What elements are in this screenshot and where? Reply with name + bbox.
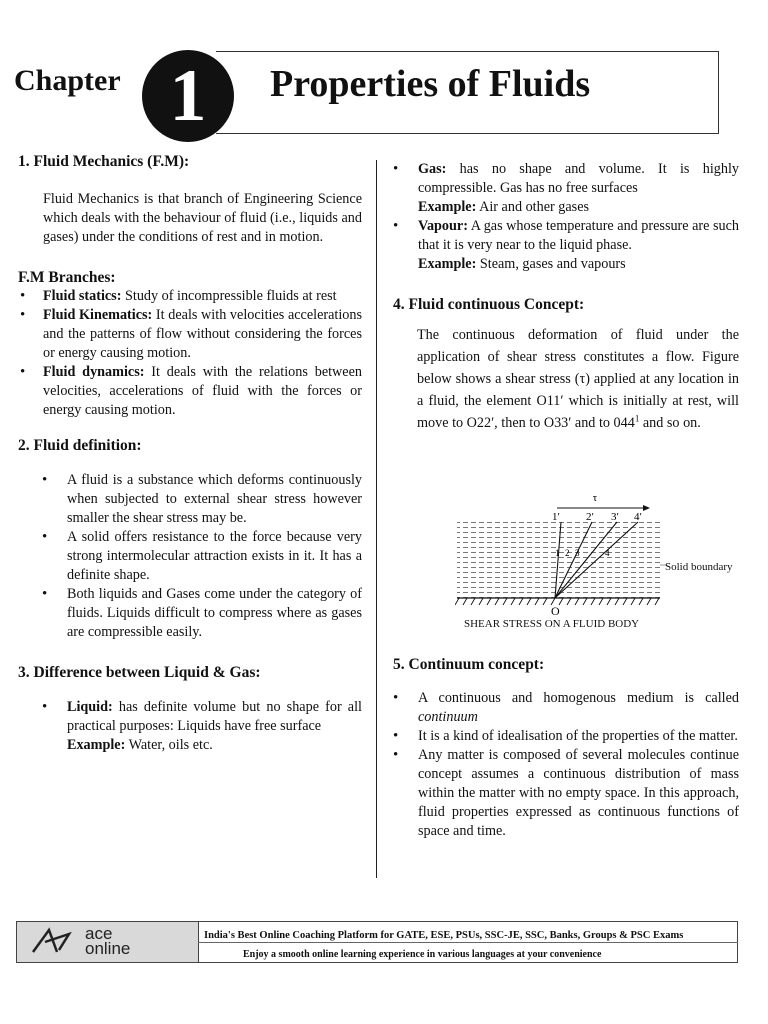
example-label: Example: — [67, 737, 126, 753]
continuum-text: Any matter is composed of several molecules continue concept assumes a continuous distribution of mass within the matter with no empty space. In this approach, fluid properties expressed as continuous functions of space and time. — [418, 747, 739, 839]
page-title: Properties of Fluids — [270, 63, 591, 105]
branch-text: Study of incompressible fluids at rest — [121, 288, 337, 304]
gas-term: Gas: — [418, 161, 447, 177]
continuum-list — [369, 689, 739, 841]
branches-list — [18, 287, 362, 420]
chapter-label: Chapter — [14, 64, 121, 97]
list-item: • Vapour: A gas whose temperature and pressure are such that it is very near to the liquid phase. Example: Steam, gases and vapours — [393, 218, 739, 272]
shear-arrow-head — [643, 505, 650, 511]
origin-label: O — [551, 604, 560, 618]
label-2-prime: 2′ — [586, 511, 594, 523]
solid-boundary-label: Solid boundary — [665, 561, 733, 573]
section-heading-branches: F.M Branches: — [18, 269, 116, 286]
continuum-section — [393, 655, 739, 841]
continuum-text: It is a kind of idealisation of the properties of the matter. — [418, 728, 738, 744]
list-item: • Fluid dynamics: It deals with the relations between velocities, accelerations of fluid with the forces or energy causing motion. — [20, 364, 362, 418]
example-label: Example: — [418, 256, 477, 272]
branch-term: Fluid dynamics: — [43, 364, 145, 380]
diagram-caption: SHEAR STRESS ON A FLUID BODY — [464, 618, 640, 630]
right-column — [393, 160, 739, 434]
footer-tagline-2: Enjoy a smooth online learning experience in various languages at your convenience — [243, 949, 602, 960]
liquid-term: Liquid: — [67, 699, 113, 715]
list-item: • Both liquids and Gases come under the category of fluids. Liquids difficult to compress where as gases are compressible easily. — [42, 586, 362, 640]
vapour-term: Vapour: — [418, 218, 468, 234]
example-text: Steam, gases and vapours — [476, 256, 626, 272]
continuous-text: The continuous deformation of fluid under the application of shear stress constitutes a flow. Figure below shows a shear stress (τ) applied at any location in a fluid, the element O11′ which is initially at rest, will move to O22′, then to O33′ and to 044 — [417, 327, 739, 431]
example-label: Example: — [418, 199, 477, 215]
superscript: 1 — [634, 413, 640, 424]
label-2: 2 — [565, 548, 570, 558]
section-heading-fluid-mechanics: 1. Fluid Mechanics (F.M): — [18, 153, 190, 170]
list-item: • Fluid statics: Study of incompressible fluids at rest — [20, 288, 337, 304]
definition-text: Both liquids and Gases come under the category of fluids. Liquids difficult to compress where as gases are compressible easily. — [67, 586, 362, 640]
ace-online-logo — [17, 922, 199, 962]
section-heading-liquid-gas: 3. Difference between Liquid & Gas: — [18, 664, 261, 681]
chapter-number-badge: 1 — [142, 50, 234, 142]
definition-text: A solid offers resistance to the force because very strong intermolecular attraction exists in it. It has a definite shape. — [67, 529, 362, 583]
liquid-text: has definite volume but no shape for all practical purposes: Liquids have free surface — [67, 699, 362, 734]
example-text: Air and other gases — [476, 199, 590, 215]
example-text: Water, oils etc. — [125, 737, 213, 753]
list-item: • A solid offers resistance to the force because very strong intermolecular attraction exists in it. It has a definite shape. — [42, 529, 362, 583]
label-4-prime: 4′ — [634, 511, 642, 523]
list-item: • It is a kind of idealisation of the properties of the matter. — [393, 728, 738, 744]
list-item: • A continuous and homogenous medium is called continuum — [393, 690, 739, 725]
logo-wordmark — [85, 926, 130, 956]
branch-text: It deals with the relations between velocities, accelerations of fluid with the forces or energy causing motion. — [43, 364, 362, 418]
branch-text: It deals with velocities accelerations and the patterns of flow without considering the forces or energy causing motion. — [43, 307, 362, 361]
branch-term: Fluid statics: — [43, 288, 122, 304]
continuum-text: A continuous and homogenous medium is called — [418, 690, 739, 706]
left-column — [18, 152, 362, 755]
footer-divider — [198, 942, 738, 943]
footer-tagline-1: India's Best Online Coaching Platform for GATE, ESE, PSUs, SSC-JE, SSC, Banks, Groups & PSC Exams — [204, 930, 684, 941]
list-item: • Gas: has no shape and volume. It is highly compressible. Gas has no free surfaces Example: Air and other gases — [393, 161, 739, 215]
logo-line-2: online — [85, 939, 131, 958]
tau-label: τ — [592, 492, 598, 504]
label-1: 1 — [555, 548, 560, 558]
continuum-em: continuum — [418, 709, 478, 725]
list-item: • Liquid: has definite volume but no shape for all practical purposes: Liquids have free surface Example: Water, oils etc. — [42, 699, 362, 753]
definition-text: A fluid is a substance which deforms continuously when subjected to external shear stress however smaller the shear stress may be. — [67, 472, 362, 526]
label-1-prime: 1′ — [552, 511, 560, 523]
logo-mark-icon — [23, 922, 83, 962]
list-item: • Fluid Kinematics: It deals with velocities accelerations and the patterns of flow without considering the forces or energy causing motion. — [20, 307, 362, 361]
label-3-prime: 3′ — [611, 511, 619, 523]
list-item: • Any matter is composed of several molecules continue concept assumes a continuous distribution of mass within the matter with no empty space. In this approach, fluid properties expressed as continuous functions of space and time. — [393, 747, 739, 839]
continuous-text-end: and so on. — [639, 415, 701, 431]
gas-vapour-list — [369, 160, 739, 274]
branch-term: Fluid Kinematics: — [43, 307, 153, 323]
vapour-text: A gas whose temperature and pressure are such that it is very near to the liquid phase. — [418, 218, 739, 253]
label-3: 3 — [575, 548, 580, 558]
logo-line-1: ace — [85, 924, 113, 943]
section-heading-fluid-definition: 2. Fluid definition: — [18, 437, 142, 454]
footer-banner — [16, 921, 738, 963]
fluid-mechanics-paragraph: Fluid Mechanics is that branch of Engineering Science which deals with the behaviour of fluid (i.e., liquids and gases) under the conditions of rest and in motion. — [43, 191, 362, 245]
fluid-definition-list — [18, 471, 362, 642]
gas-text: has no shape and volume. It is highly compressible. Gas has no free surfaces — [418, 161, 739, 196]
label-4: 4 — [605, 548, 610, 558]
section-heading-continuum: 5. Continuum concept: — [393, 656, 545, 673]
section-heading-continuous: 4. Fluid continuous Concept: — [393, 296, 585, 313]
liquid-list — [18, 698, 362, 755]
list-item: • A fluid is a substance which deforms continuously when subjected to external shear stress however smaller the shear stress may be. — [42, 472, 362, 526]
continuous-paragraph — [393, 324, 739, 434]
